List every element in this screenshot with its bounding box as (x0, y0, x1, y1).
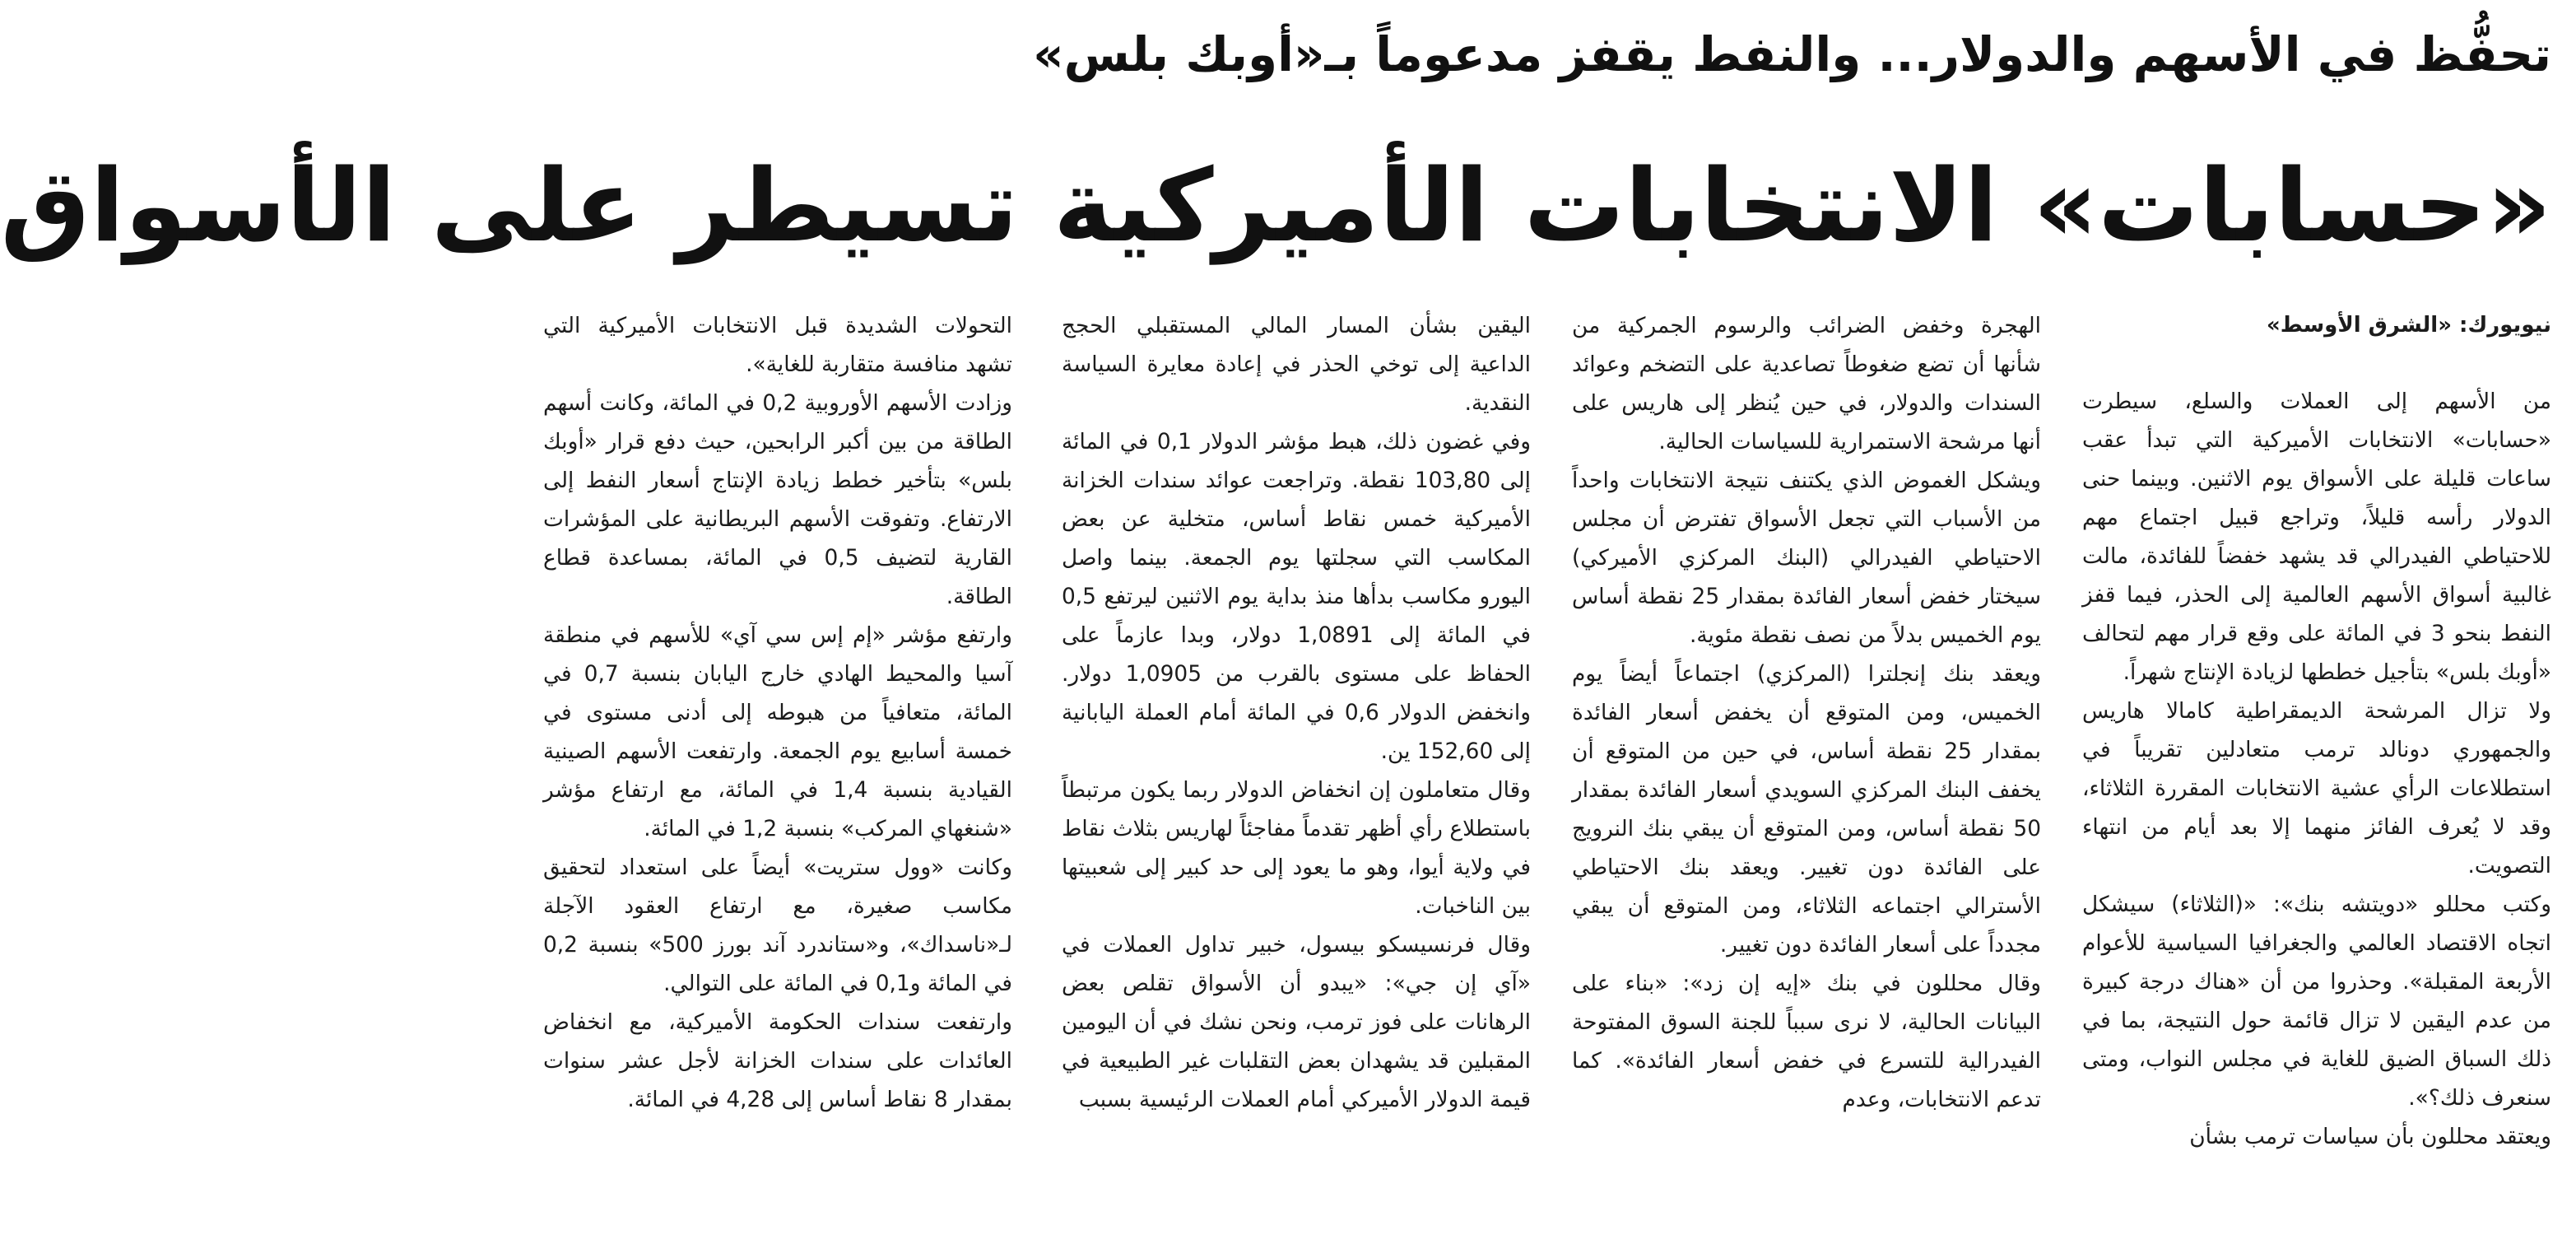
paragraph: ويشكل الغموض الذي يكتنف نتيجة الانتخابات واحداً من الأسباب التي تجعل الأسواق تفترض أن مجلس الاحتياطي الفيدرالي (البنك المركزي الأميركي) سيختار خفض أسعار الفائدة بمقدار 25 نقطة أساس يوم الخميس بدلاً من نصف نقطة مئوية. (1572, 468, 2041, 648)
paragraph: اليقين بشأن المسار المالي المستقبلي الحجج الداعية إلى توخي الحذر في إعادة معايرة السياسة النقدية. (1062, 313, 1531, 416)
byline: نيويورك: «الشرق الأوسط» (2266, 313, 2551, 338)
paragraph: الهجرة وخفض الضرائب والرسوم الجمركية من شأنها أن تضع ضغوطاً تصاعدية على التضخم وعوائد السندات والدولار، في حين يُنظر إلى هاريس على أنها مرشحة الاستمرارية للسياسات الحالية. (1572, 313, 2041, 454)
paragraph: وقال محللون في بنك «إيه إن زد»: «بناء على البيانات الحالية، لا نرى سبباً للجنة السوق المفتوحة الفيدرالية للتسرع في خفض أسعار الفائدة». كما تدعم الانتخابات، وعدم (1572, 971, 2041, 1112)
paragraph: وفي غضون ذلك، هبط مؤشر الدولار 0,1 في المائة إلى 103,80 نقطة. وتراجعت عوائد سندات الخزانة الأميركية خمس نقاط أساس، متخلية عن بعض المكاسب التي سجلتها يوم الجمعة. بينما واصل اليورو مكاسب بدأها منذ بداية يوم الاثنين ليرتفع 0,5 في المائة إلى 1,0891 دولار، وبدا عازماً على الحفاظ على مستوى بالقرب من 1,0905 دولار. وانخفض الدولار 0,6 في المائة أمام العملة اليابانية إلى 152,60 ين. (1062, 429, 1531, 764)
article-column-4 (543, 306, 1012, 1245)
paragraph: وارتفع مؤشر «إم إس سي آي» للأسهم في منطقة آسيا والمحيط الهادي خارج اليابان بنسبة 0,7 في المائة، متعافياً من هبوطه إلى أدنى مستوى في خمسة أسابيع يوم الجمعة. وارتفعت الأسهم الصينية القيادية بنسبة 1,4 في المائة، مع ارتفاع مؤشر «شنغهاي المركب» بنسبة 1,2 في المائة. (543, 622, 1012, 841)
paragraph: وزادت الأسهم الأوروبية 0,2 في المائة، وكانت أسهم الطاقة من بين أكبر الرابحين، حيث دفع قرار «أوبك بلس» بتأخير خطط زيادة الإنتاج أسعار النفط إلى الارتفاع. وتفوقت الأسهم البريطانية على المؤشرات القارية لتضيف 0,5 في المائة، بمساعدة قطاع الطاقة. (543, 390, 1012, 609)
paragraph: من الأسهم إلى العملات والسلع، سيطرت «حسابات» الانتخابات الأميركية التي تبدأ عقب ساعات قليلة على الأسواق يوم الاثنين. وبينما حنى الدولار رأسه قليلاً، وتراجع قبيل اجتماع مهم للاحتياطي الفيدرالي قد يشهد خفضاً للفائدة، مالت غالبية أسواق الأسهم العالمية إلى الحذر، فيما قفز النفط بنحو 3 في المائة على وقع قرار مهم لتحالف «أوبك بلس» بتأجيل خططها لزيادة الإنتاج شهراً. (2082, 389, 2551, 685)
paragraph: ولا تزال المرشحة الديمقراطية كامالا هاريس والجمهوري دونالد ترمب متعادلين تقريباً في استطلاعات الرأي عشية الانتخابات المقررة الثلاثاء، وقد لا يُعرف الفائز منهما إلا بعد أيام من انتهاء التصويت. (2082, 698, 2551, 878)
paragraph: وقال فرنسيسكو بيسول، خبير تداول العملات في «آي إن جي»: «يبدو أن الأسواق تقلص بعض الرهانات على فوز ترمب، ونحن نشك في أن اليومين المقبلين قد يشهدان بعض التقلبات غير الطبيعية في قيمة الدولار الأميركي أمام العملات الرئيسية بسبب (1062, 932, 1531, 1112)
article-column-3 (1062, 306, 1531, 1245)
paragraph: وقال متعاملون إن انخفاض الدولار ربما يكون مرتبطاً باستطلاع رأي أظهر تقدماً مفاجئاً لهاريس بثلاث نقاط في ولاية أيوا، وهو ما يعود إلى حد كبير إلى شعبيتها بين الناخبات. (1062, 777, 1531, 919)
paragraph: ويعتقد محللون بأن سياسات ترمب بشأن (2189, 1124, 2551, 1149)
paragraph: وكانت «وول ستريت» أيضاً على استعداد لتحقيق مكاسب صغيرة، مع ارتفاع العقود الآجلة لـ«ناسداك»، و«ستاندرد آند بورز 500» بنسبة 0,2 في المائة و0,1 في المائة على التوالي. (543, 855, 1013, 996)
paragraph: وكتب محللو «دويتشه بنك»: «(الثلاثاء) سيشكل اتجاه الاقتصاد العالمي والجغرافيا السياسية للأعوام الأربعة المقبلة». وحذروا من أن «هناك درجة كبيرة من عدم اليقين لا تزال قائمة حول النتيجة، بما في ذلك السباق الضيق للغاية في مجلس النواب، ومتى سنعرف ذلك؟». (2082, 892, 2551, 1111)
main-headline: «حسابات» الانتخابات الأميركية تسيطر على الأسواق (0, 147, 2551, 264)
paragraph: وارتفعت سندات الحكومة الأميركية، مع انخفاض العائدات على سندات الخزانة لأجل عشر سنوات بمقدار 8 نقاط أساس إلى 4,28 في المائة. (543, 1009, 1012, 1112)
kicker-subheadline: تحفُّظ في الأسهم والدولار... والنفط يقفز مدعوماً بـ«أوبك بلس» (1033, 26, 2551, 82)
paragraph: التحولات الشديدة قبل الانتخابات الأميركية التي تشهد منافسة متقاربة للغاية». (543, 313, 1012, 377)
paragraph: ويعقد بنك إنجلترا (المركزي) اجتماعاً أيضاً يوم الخميس، ومن المتوقع أن يخفض أسعار الفائدة بمقدار 25 نقطة أساس، في حين من المتوقع أن يخفف البنك المركزي السويدي أسعار الفائدة بمقدار 50 نقطة أساس، ومن المتوقع أن يبقي بنك النرويج على الفائدة دون تغيير. ويعقد بنك الاحتياطي الأسترالي اجتماعه الثلاثاء، ومن المتوقع أن يبقي مجدداً على أسعار الفائدة دون تغيير. (1572, 661, 2041, 957)
article-column-2 (1572, 306, 2041, 1245)
article-column-1 (2082, 306, 2551, 1245)
